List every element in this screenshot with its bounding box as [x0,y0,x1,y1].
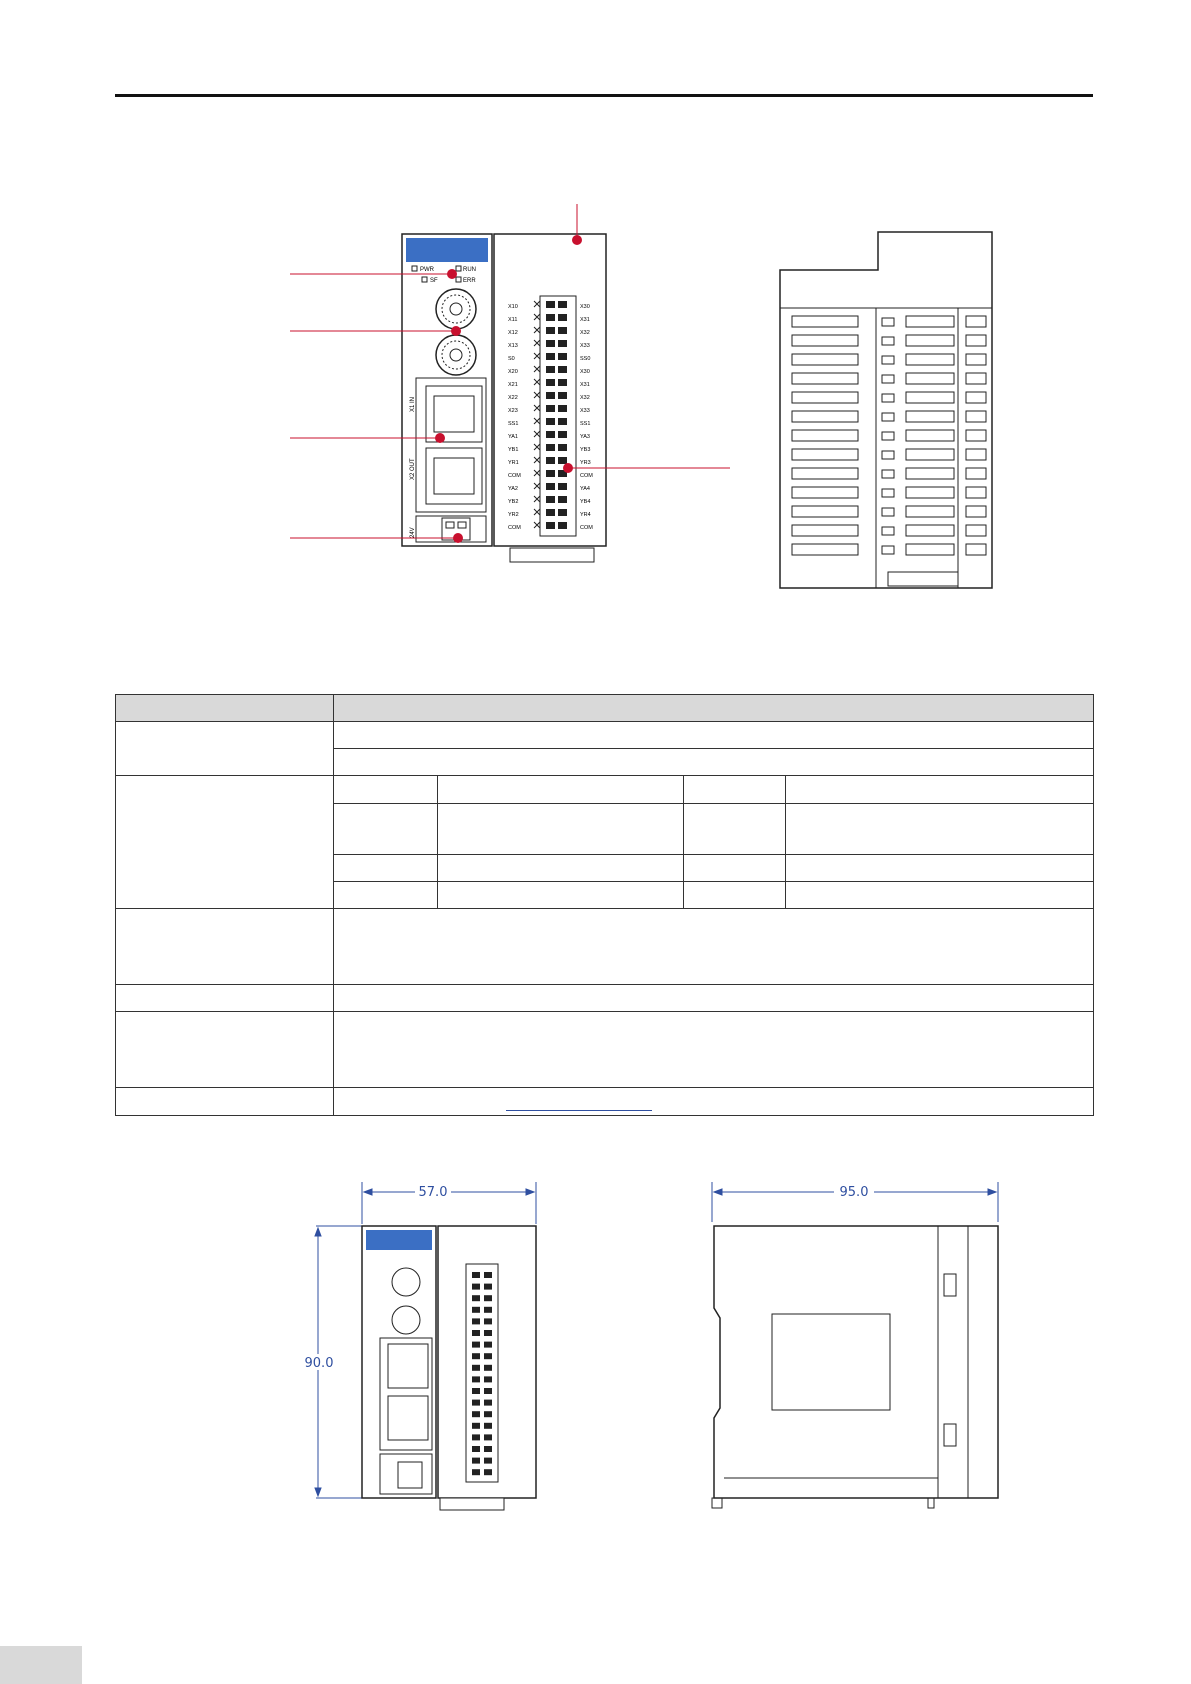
table-row [116,776,1094,804]
small-terminal-screw [484,1423,492,1429]
dimension-front-figure [300,1178,550,1518]
small-terminal-screw [472,1307,480,1313]
terminal-screw [546,314,555,321]
small-terminal-screw [484,1307,492,1313]
terminal-screw [546,444,555,451]
terminal-screw [546,457,555,464]
small-terminal-screw [484,1458,492,1464]
module-top-blue-band [406,238,488,262]
terminal-label-right: COM [580,525,593,531]
page-footer-tab [0,1646,82,1684]
small-terminal-screw [484,1376,492,1382]
terminal-screw [546,522,555,529]
table-row [116,985,1094,1012]
terminal-label-right: X31 [580,382,590,388]
terminal-label-right: SS0 [580,356,591,362]
table-header-row [116,695,1094,722]
small-terminal-screw [484,1365,492,1371]
terminal-screw [558,496,567,503]
terminal-label-right: YB4 [580,499,591,505]
small-terminal-screw [472,1469,480,1475]
small-terminal-screw [484,1330,492,1336]
terminal-screw [546,379,555,386]
terminal-label-left: S0 [508,356,515,362]
led-label-sf: SF [430,278,438,284]
rotary-switch-x10 [436,335,476,375]
small-terminal-screw [484,1284,492,1290]
small-terminal-screw [484,1446,492,1452]
terminal-label-right: X31 [580,317,590,323]
small-terminal-screw [484,1272,492,1278]
power-label: 24V [410,527,416,538]
terminal-screw [558,444,567,451]
module-front-view-figure [290,200,750,600]
terminal-screw [546,392,555,399]
port-label-x2-out: X2 OUT [410,458,416,480]
terminal-screw [558,353,567,360]
width-dimension-label: 57.0 [418,1185,448,1200]
terminal-screw [558,392,567,399]
small-terminal-screw [484,1400,492,1406]
terminal-screw [546,405,555,412]
terminal-label-left: COM [508,525,521,531]
hyperlink-underline[interactable] [506,1110,652,1111]
terminal-label-left: X22 [508,395,518,401]
small-terminal-screw [472,1295,480,1301]
terminal-label-left: X20 [508,369,518,375]
terminal-label-left: X21 [508,382,518,388]
small-terminal-screw [472,1400,480,1406]
small-terminal-screw [484,1411,492,1417]
small-terminal-screw [484,1342,492,1348]
top-rule [115,94,1093,97]
terminal-label-left: YA1 [508,434,518,440]
terminal-label-right: YA4 [580,486,590,492]
terminal-screw [558,379,567,386]
small-terminal-screw [472,1272,480,1278]
terminal-label-left: X11 [508,317,518,323]
terminal-label-left: YR2 [508,512,519,518]
terminal-screw [558,457,567,464]
terminal-screw [546,301,555,308]
terminal-screw [546,496,555,503]
port-label-x1-in: X1 IN [410,396,416,412]
terminal-label-right: X30 [580,304,590,310]
terminal-screw [546,483,555,490]
terminal-screw [546,470,555,477]
small-terminal-screw [472,1330,480,1336]
terminal-label-right: X32 [580,395,590,401]
table-row [116,909,1094,985]
terminal-screw [558,327,567,334]
small-terminal-screw [484,1388,492,1394]
module-side-view-figure [778,230,1008,590]
terminal-label-left: X23 [508,408,518,414]
terminal-screw [558,522,567,529]
table-row [116,1012,1094,1088]
terminal-screw [558,405,567,412]
side-label-area [772,1314,890,1410]
terminal-label-left: X10 [508,304,518,310]
spec-table [115,694,1094,1116]
terminal-label-right: SS1 [580,421,591,427]
led-label-run: RUN [463,267,476,273]
terminal-label-left: YA2 [508,486,518,492]
small-terminal-screw [484,1353,492,1359]
terminal-label-left: YB1 [508,447,519,453]
terminal-label-right: YA3 [580,434,590,440]
module-top-blue-band-small [366,1230,432,1250]
terminal-label-left: SS1 [508,421,519,427]
terminal-screw [558,509,567,516]
depth-dimension-label: 95.0 [839,1185,869,1200]
terminal-screw [558,418,567,425]
terminal-screw [558,431,567,438]
terminal-screw [558,483,567,490]
terminal-label-right: YR4 [580,512,591,518]
dimension-side-figure [700,1178,1010,1518]
terminal-screw [546,340,555,347]
small-terminal-screw [472,1353,480,1359]
small-terminal-screw [484,1434,492,1440]
small-terminal-screw [472,1458,480,1464]
small-terminal-screw [472,1434,480,1440]
table-row [116,722,1094,749]
led-label-err: ERR [463,278,476,284]
small-terminal-screw [484,1295,492,1301]
terminal-label-right: X33 [580,408,590,414]
terminal-screw [558,314,567,321]
terminal-screw [558,301,567,308]
small-terminal-screw [472,1376,480,1382]
rotary-switch-x1 [436,289,476,329]
small-terminal-screw [472,1388,480,1394]
terminal-screw [558,340,567,347]
small-terminal-screw [484,1469,492,1475]
terminal-screw [546,418,555,425]
terminal-label-left: YR1 [508,460,519,466]
terminal-label-left: X13 [508,343,518,349]
small-terminal-screw [472,1446,480,1452]
small-terminal-screw [484,1318,492,1324]
terminal-label-right: X30 [580,369,590,375]
terminal-label-right: YR3 [580,460,591,466]
terminal-label-right: YB3 [580,447,591,453]
terminal-label-right: X32 [580,330,590,336]
small-terminal-screw [472,1423,480,1429]
small-terminal-screw [472,1342,480,1348]
terminal-screw [546,366,555,373]
terminal-label-right: X33 [580,343,590,349]
terminal-screw [546,509,555,516]
terminal-label-left: YB2 [508,499,519,505]
terminal-label-left: COM [508,473,521,479]
led-label-pwr: PWR [420,267,434,273]
terminal-label-left: X12 [508,330,518,336]
terminal-screw [558,366,567,373]
small-terminal-screw [472,1284,480,1290]
small-terminal-screw [472,1411,480,1417]
terminal-screw [546,353,555,360]
small-terminal-screw [472,1365,480,1371]
terminal-label-right: COM [580,473,593,479]
terminal-screw [546,327,555,334]
small-terminal-screw [472,1318,480,1324]
height-dimension-label: 90.0 [304,1356,334,1371]
terminal-screw [546,431,555,438]
table-row [116,1088,1094,1116]
